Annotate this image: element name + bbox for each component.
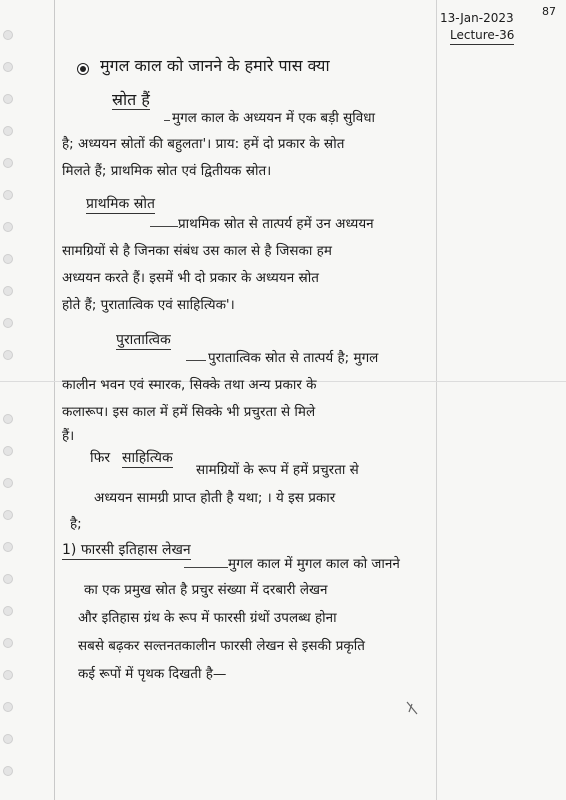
lecture-label: Lecture-36	[450, 27, 514, 45]
heading-primary-source: प्राथमिक स्रोत	[86, 196, 155, 212]
left-margin-line	[54, 0, 55, 800]
text-line: होते हैं; पुरातात्विक एवं साहित्यिक'।	[62, 297, 235, 313]
dash-rule	[150, 226, 178, 227]
text-line: सबसे बढ़कर सल्तनतकालीन फारसी लेखन से इसकी प्रकृति	[78, 638, 365, 654]
text-line: मिलते हैं; प्राथमिक स्रोत एवं द्वितीयक स्रोत।	[62, 163, 272, 179]
text-line: अध्ययन करते हैं। इसमें भी दो प्रकार के अध्ययन स्रोत	[62, 270, 319, 286]
page-number: 87	[542, 5, 556, 18]
text-line: सामग्रियों से है जिनका संबंध उस काल से है जिसका हम	[62, 243, 332, 259]
dash-rule	[186, 360, 206, 361]
dash-rule	[164, 120, 170, 121]
heading-archaeological: पुरातात्विक	[116, 332, 171, 348]
text-line: कलारूप। इस काल में हमें सिक्के भी प्रचुरता से मिले	[62, 404, 316, 420]
date-text: 13-Jan-2023	[440, 11, 514, 25]
text-line: हैं।	[62, 428, 75, 444]
right-margin-line	[436, 0, 437, 800]
text-line: मुगल काल के अध्ययन में एक बड़ी सुविधा	[172, 110, 376, 126]
text-line: कई रूपों में पृथक दिखती है—	[78, 666, 227, 682]
text-line: अध्ययन सामग्री प्राप्त होती है यथा; । ये इस प्रकार	[94, 490, 336, 506]
text-line: सामग्रियों के रूप में हमें प्रचुरता से	[196, 462, 359, 478]
text-line: है; अध्ययन स्रोतों की बहुलता'। प्राय: हमें दो प्रकार के स्रोत	[62, 136, 345, 152]
section-title-cont: स्रोत हैं	[112, 90, 150, 109]
heading-prefix: फिर	[90, 450, 111, 466]
text-line: कालीन भवन एवं स्मारक, सिक्के तथा अन्य प्रकार के	[62, 377, 317, 393]
text-line: पुरातात्विक स्रोत से तात्पर्य है; मुगल	[208, 350, 379, 366]
dash-rule	[184, 567, 228, 568]
text-line: और इतिहास ग्रंथ के रूप में फारसी ग्रंथों उपलब्ध होना	[78, 610, 337, 626]
section-title: मुगल काल को जानने के हमारे पास क्या	[100, 56, 330, 75]
text-line: प्राथमिक स्रोत से तात्पर्य हमें उन अध्ययन	[178, 216, 374, 232]
text-line: है;	[70, 516, 82, 532]
heading-persian-history: 1) फारसी इतिहास लेखन	[62, 542, 191, 558]
bullet-icon	[77, 63, 89, 75]
heading-literary: साहित्यिक	[122, 450, 173, 466]
text-line: मुगल काल में मुगल काल को जानने	[228, 556, 400, 572]
pencil-mark-icon	[404, 700, 420, 716]
text-line: का एक प्रमुख स्रोत है प्रचुर संख्या में दरबारी लेखन	[84, 582, 328, 598]
